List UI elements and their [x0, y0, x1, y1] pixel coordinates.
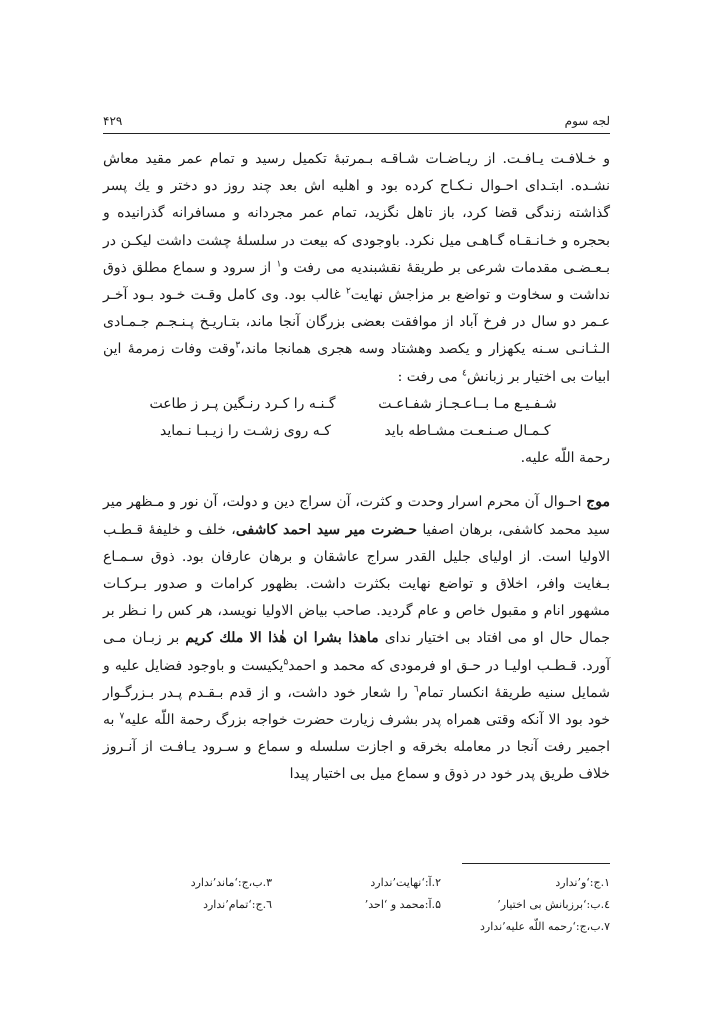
- section-title: لجه سوم: [564, 114, 610, 128]
- footnote-ref-3: ۳: [235, 340, 241, 351]
- footnote: ٦.ج:‘تمام’ندارد: [203, 898, 272, 911]
- paragraph-1: و خـلافـت یـافـت. از ریـاضـات شـاقـه بـمرتبۀ تکمیل رسید و تمام عمر مقید معاش نشـده. ابتـدای احـوال نـکـاح کرده بود و اهلیه اش بعد چند روز دو دختر و یك پسر گذاشته زندگی قضا کرد، باز تاهل نگزید، تمام عمر مجردانه و مسافرانه گذرانیده و بحجره و خـانـقـاه گـاهـی میل نکرد. باوجودی که بیعت در سلسلۀ چشت داشت لیکـن در بـعـضـی مقدمات شرعی بر طریقۀ نقشبندیه می رفت و$^۱$ از سرود و سماع مطلق ذوق نداشت و سخاوت و تواضع بر مزاجش نهایت$^۲$ غالب بود. وی کامل وقـت خـود بـود آخـر عـمر دو سال در فرخ آباد از موافقت بعضی بزرگان آنجا ماند، بتـاریـخ پـنـجـم جـمـادی الـثـانـی سـنه یکهزار و یکصد وهشتاد وسه هجری همانجا ماند،$^۳$وقت وفات زمرمۀ این ابیات بی اختیار بر زبانش$^٤$ می رفت :: [103, 151, 610, 385]
- closing-line: رحمة اللّه علیه.: [520, 450, 610, 467]
- entry-name: موج: [586, 494, 610, 511]
- footnote: ۲.آ:‘نهایت’ندارد: [370, 876, 441, 889]
- footnote-ref-5: ۵: [283, 657, 289, 667]
- verse-hemistich: گـنـه را کـرد رنـگین پـر ز طاعت: [149, 395, 336, 412]
- bold-name: حـضرت میر سید احمد کاشفی: [235, 521, 417, 538]
- paragraph-2: موج احـوال آن محرم اسرار وحدت و کثرت، آن سراج دین و دولت، آن نور و مـظهر میر سید محمد کاشفی، برهان اصفیا حـضرت میر سید احمد کاشفی، خلف و خلیفۀ قـطـب الاولیا است. از اولیای جلیل القدر سراج عاشقان و برهان عارفان بود. ذوق سـمـاع بـغایت وافر، اخلاق و تواضع نهایت بکثرت داشت. بظهور کرامات و صدور بـرکـات مشهور انام و مقبول خاص و عام گردید. صاحب بیاض الاولیا نویسد، هر کس را نـظر بر جمال حال او می افتاد بی اختیار ندای ماهذا بشرا ان هٰذا الا ملك کریم بر زبـان مـی آورد. قـطـب اولیـا در حـق او فرمودی که محمد و احمد$^۵$یکیست و باوجود فضایل علیه و شمایل سنیه طریقۀ انکسار تمام$^٦$ را شعار خود داشت، و از قدم بـقـدم پـدر بـزرگـوار خود بود الا آنکه وقتی همراه پدر بشرف زیارت حضرت خواجه بزرگ رحمة اللّه علیه$^۷$ به اجمیر رفت آنجا در معامله بخرقه و اجازت سلسله و سماع و سـرود یـافـت از آنـروز خلاف طریق پدر خود در ذوق و سماع میل بی اختیار پیدا: [103, 494, 611, 783]
- verse-hemistich: کـه روی زشـت را زیـبـا نـماید: [160, 423, 331, 440]
- footnote: ۱.ج:‘و’ندارد: [555, 876, 610, 889]
- header-rule: [103, 133, 610, 134]
- footnote-ref-7: ۷: [119, 711, 125, 722]
- footnote: ۳.ب،ج:‘ماند’ندارد: [190, 876, 272, 889]
- footnote-row: [103, 916, 610, 938]
- verse-hemistich: کـمـال صـنـعـت مشـاطه باید: [384, 423, 551, 440]
- footnotes: [103, 872, 610, 938]
- running-header: [103, 112, 610, 130]
- footnote: ۷.ب،ج:‘رحمه اللّه علیه’ندارد: [480, 920, 610, 933]
- paragraph-gap: [103, 472, 610, 489]
- footnote-ref-4: ٤: [462, 367, 467, 378]
- footnote-row: [103, 894, 610, 916]
- verse-line-1: [103, 391, 610, 418]
- page-number: ۴۲۹: [103, 114, 123, 128]
- verse-line-2: [103, 418, 610, 445]
- footnote-rule: [462, 863, 610, 864]
- footnote-ref-1: ۱: [276, 259, 282, 270]
- footnote: ۵.آ:محمد و ‘احد’: [364, 898, 441, 911]
- verse-hemistich: شـفـیـع مـا بــاعـجـاز شفـاعـت: [378, 395, 557, 412]
- footnote-ref-6: ٦: [413, 684, 419, 695]
- footnote: ٤.ب:‘برزبانش بی اختیار’: [497, 898, 610, 911]
- footnote-row: [103, 872, 610, 894]
- bold-quote: ماهذا بشرا ان هٰذا الا ملك کریم: [185, 630, 379, 647]
- main-text: [103, 146, 610, 789]
- footnote-ref-2: ۲: [345, 286, 351, 297]
